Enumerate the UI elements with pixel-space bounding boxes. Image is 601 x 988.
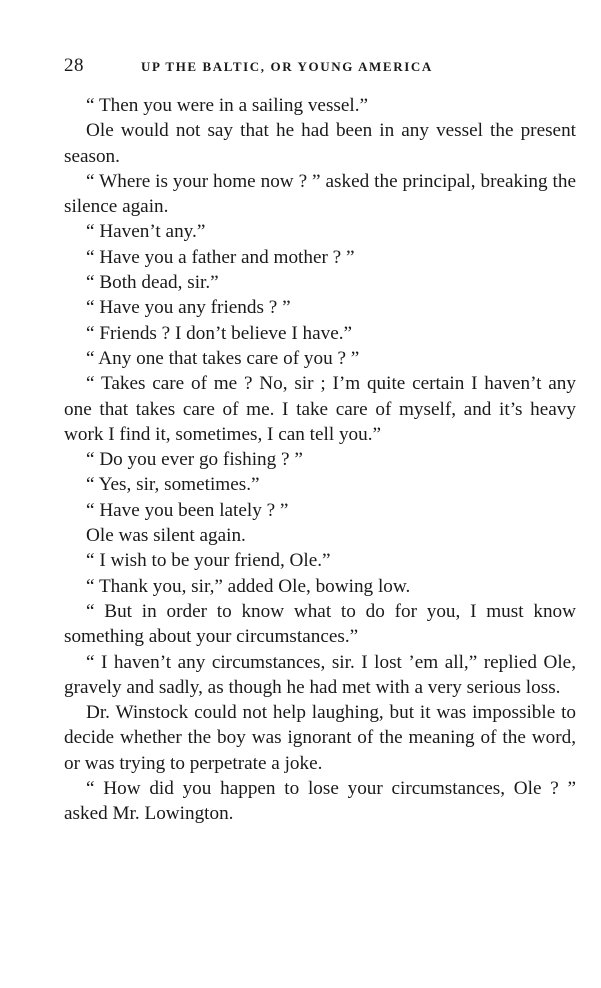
paragraph: “ Any one that takes care of you ? ” (86, 347, 360, 369)
paragraph: “ I wish to be your friend, Ole.” (86, 550, 331, 572)
paragraph: “ Thank you, sir,” added Ole, bowing low. (86, 575, 411, 597)
running-title: UP THE BALTIC, OR YOUNG AMERICA (141, 59, 433, 74)
paragraph: “ Have you been lately ? ” (86, 499, 289, 521)
running-head (64, 55, 576, 79)
paragraph: “ Then you were in a sailing vessel.” (86, 95, 369, 116)
paragraph: “ But in order to know what to do for you, I must know something about your circumstances.” (64, 600, 576, 648)
paragraph: “ Have you any friends ? ” (86, 297, 291, 319)
paragraph: Ole was silent again. (86, 525, 246, 547)
paragraph: “ Haven’t any.” (86, 221, 206, 243)
paragraph: “ Friends ? I don’t believe I have.” (86, 322, 353, 344)
page-number: 28 (64, 55, 84, 76)
paragraph: “ How did you happen to lose your circumstances, Ole ? ” asked Mr. Lowington. (64, 778, 576, 825)
paragraph: “ I haven’t any circumstances, sir. I lost ’em all,” replied Ole, gravely and sadly, as though he had met with a very serious loss. (64, 651, 576, 698)
paragraph: Ole would not say that he had been in any vessel the present season. (64, 120, 576, 167)
paragraph: Dr. Winstock could not help laughing, but it was impossible to decide whether the boy was ignorant of the meaning of the word, or was trying to perpetrate a joke. (64, 702, 576, 774)
paragraph: “ Do you ever go fishing ? ” (86, 449, 303, 471)
paragraph: “ Both dead, sir.” (86, 272, 219, 294)
paragraph: “ Takes care of me ? No, sir ; I’m quite certain I haven’t any one that takes care of me. I take care of myself, and it’s heavy work I find it, sometimes, I can tell you.” (64, 373, 576, 445)
body-text (64, 93, 576, 827)
paragraph: “ Where is your home now ? ” asked the principal, breaking the silence again. (64, 170, 576, 218)
paragraph: “ Yes, sir, sometimes.” (86, 474, 260, 496)
paragraph: “ Have you a father and mother ? ” (86, 246, 355, 268)
